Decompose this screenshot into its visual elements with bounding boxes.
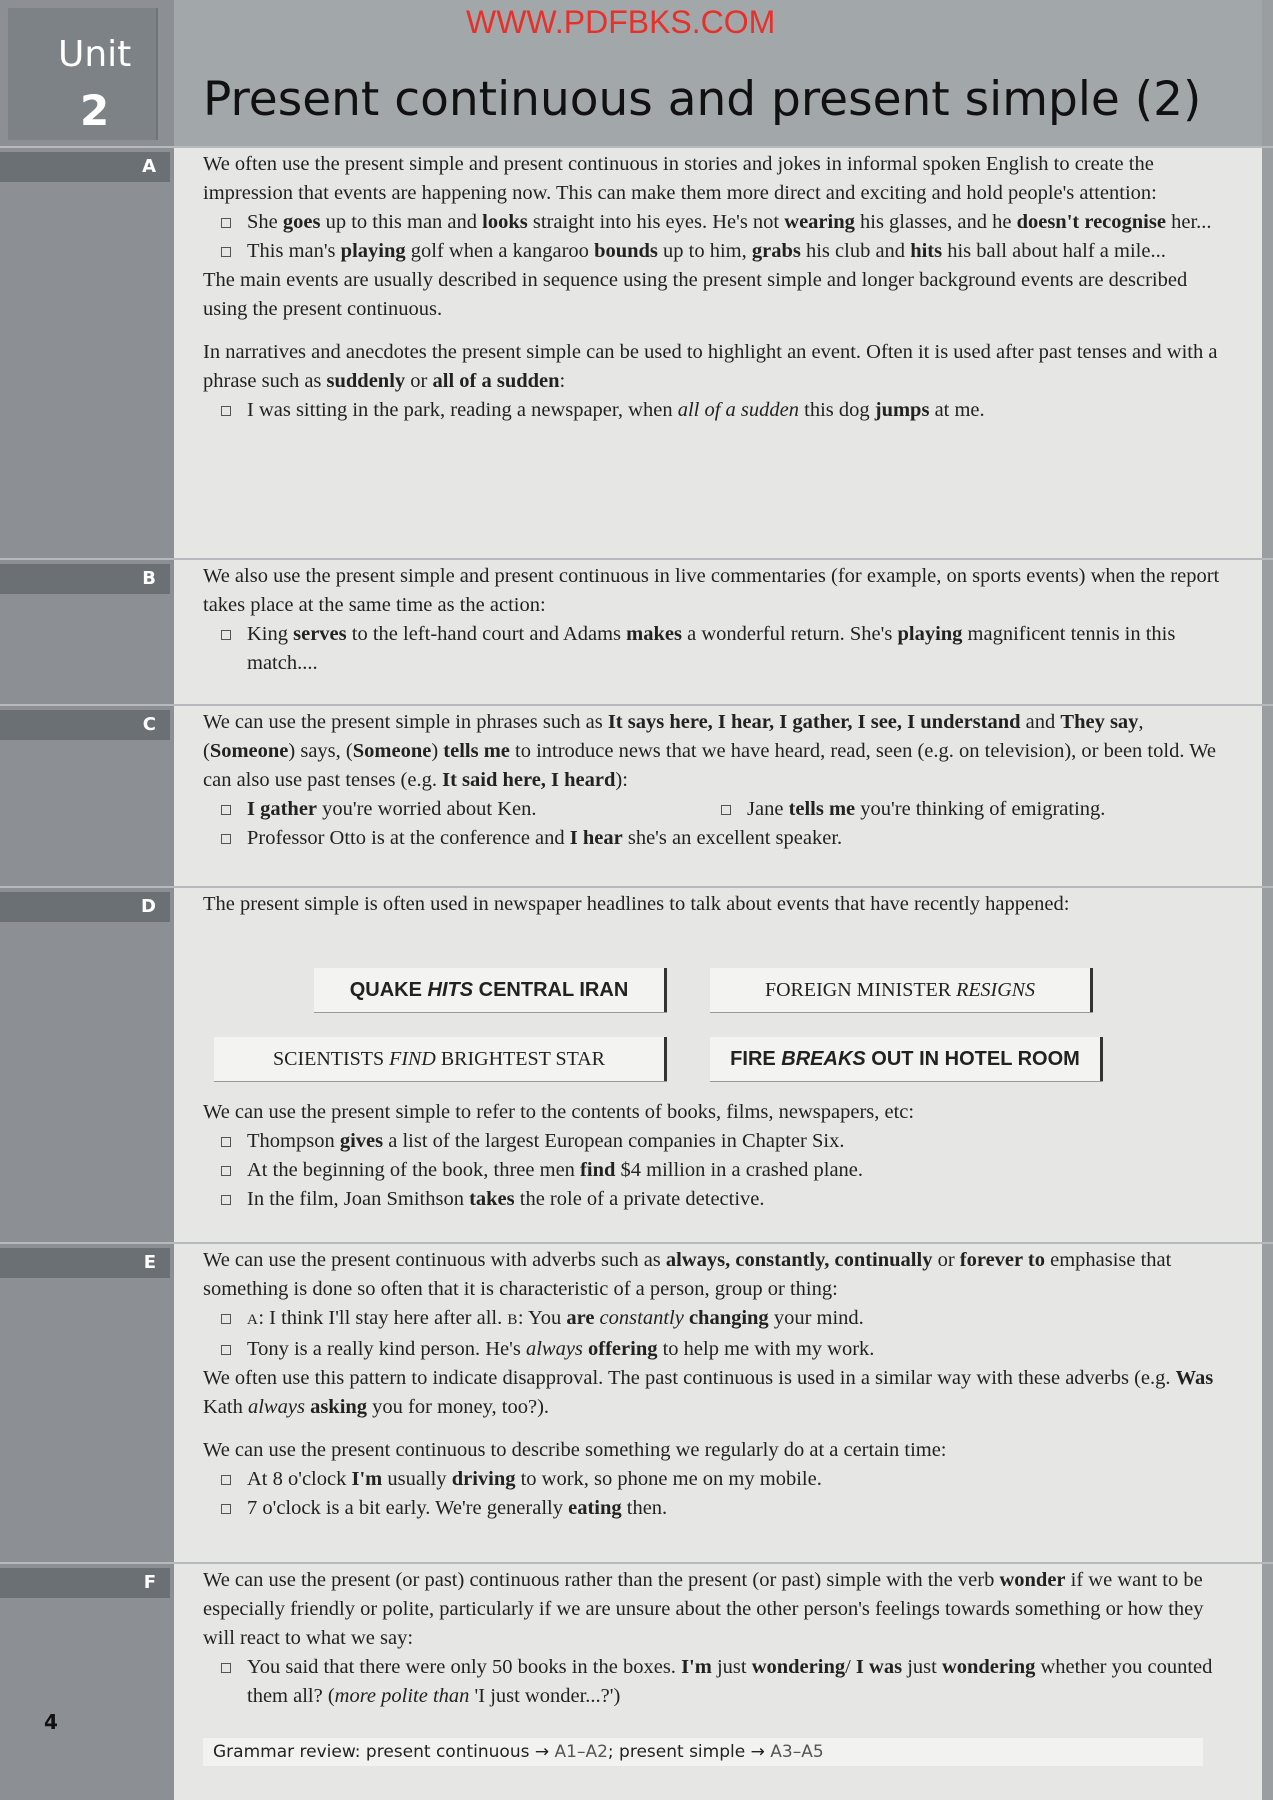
example: I was sitting in the park, reading a newspaper, when all of a sudden this dog jumps at me. [247,396,1223,425]
paragraph: The main events are usually described in sequence using the present simple and longer background events are described using the present continuous. [203,269,1188,320]
arrow-icon: → [534,1742,550,1762]
example: She goes up to this man and looks straight into his eyes. He's not wearing his glasses, and he doesn't recognise her... [247,208,1223,237]
section-letter-e: E [0,1248,170,1278]
cross-reference[interactable]: A1–A2 [554,1742,608,1762]
paragraph: We can use the present continuous with adverbs such as always, constantly, continually or forever to emphasise that something is done so often that it is characteristic of a person, group or thing: [203,1249,1172,1300]
paragraph: We often use the present simple and present continuous in stories and jokes in informal spoken English to create the impression that events are happening now. This can make them more direct and exciting and hold people's attention: [203,153,1157,204]
example: At 8 o'clock I'm usually driving to work, so phone me on my mobile. [247,1465,1223,1494]
example: A: I think I'll stay here after all. B: You are constantly changing your mind. [247,1304,1223,1335]
checkbox-icon [221,247,231,257]
unit-number: 2 [80,86,110,135]
section-c [203,708,1223,853]
section-letter-d: D [0,892,170,922]
section-f [203,1566,1223,1711]
example: King serves to the left-hand court and Adams makes a wonderful return. She's playing magnificent tennis in this match.... [247,620,1223,678]
divider [0,146,1273,148]
section-d [203,890,1223,919]
watermark: WWW.PDFBKS.COM [466,4,776,40]
cross-reference[interactable]: A3–A5 [770,1742,824,1762]
paragraph: We also use the present simple and present continuous in live commentaries (for example, on sports events) when the report takes place at the same time as the action: [203,565,1220,616]
checkbox-icon [221,1663,231,1673]
paragraph: We can use the present simple to refer to the contents of books, films, newspapers, etc: [203,1101,915,1123]
headline: FOREIGN MINISTER RESIGNS [710,968,1093,1012]
example: In the film, Joan Smithson takes the role of a private detective. [247,1185,1223,1214]
checkbox-icon [221,1475,231,1485]
divider [0,886,1273,888]
divider [0,558,1273,560]
example: Thompson gives a list of the largest European companies in Chapter Six. [247,1127,1223,1156]
section-a [203,150,1223,425]
example: This man's playing golf when a kangaroo bounds up to him, grabs his club and hits his ball about half a mile... [247,237,1223,266]
example: Jane tells me you're thinking of emigrating. [747,795,1105,824]
checkbox-icon [221,834,231,844]
divider [0,704,1273,706]
section-d-continued [203,1098,1223,1214]
checkbox-icon [221,630,231,640]
divider [0,1242,1273,1244]
example: You said that there were only 50 books in the boxes. I'm just wondering/ I was just wondering whether you counted them all? (more polite than 'I just wonder...?') [247,1653,1223,1711]
paragraph: The present simple is often used in newspaper headlines to talk about events that have recently happened: [203,893,1070,915]
section-b [203,562,1223,678]
example: At the beginning of the book, three men find $4 million in a crashed plane. [247,1156,1223,1185]
page-edge [1262,0,1273,1800]
grammar-review-text: Grammar review: present continuous → A1–A2; present simple → A3–A5 [213,1742,824,1762]
example: Tony is a really kind person. He's always offering to help me with my work. [247,1335,1223,1364]
section-letter-b: B [0,564,170,594]
section-letter-a: A [0,152,170,182]
checkbox-icon [721,805,731,815]
section-letter-f: F [0,1568,170,1598]
checkbox-icon [221,218,231,228]
checkbox-icon [221,1314,231,1324]
arrow-icon: → [750,1742,765,1762]
example: Professor Otto is at the conference and I hear she's an excellent speaker. [247,824,1223,853]
paragraph: We can use the present (or past) continuous rather than the present (or past) simple with the verb wonder if we want to be especially friendly or polite, particularly if we are unsure about the other person's feelings towards something or how they will react to what we say: [203,1569,1204,1649]
checkbox-icon [221,406,231,416]
checkbox-icon [221,1504,231,1514]
checkbox-icon [221,1345,231,1355]
page-number: 4 [44,1710,58,1734]
paragraph: We can use the present continuous to describe something we regularly do at a certain time: [203,1439,947,1461]
headline: SCIENTISTS FIND BRIGHTEST STAR [214,1037,667,1081]
section-e [203,1246,1223,1523]
page-title: Present continuous and present simple (2) [203,72,1202,127]
checkbox-icon [221,1195,231,1205]
example: I gather you're worried about Ken. Jane tells me you're thinking of emigrating. [247,795,1223,824]
example: 7 o'clock is a bit early. We're generally eating then. [247,1494,1223,1523]
paragraph: We often use this pattern to indicate disapproval. The past continuous is used in a similar way with these adverbs (e.g. Was Kath always asking you for money, too?). [203,1367,1214,1418]
checkbox-icon [221,1166,231,1176]
divider [0,1562,1273,1564]
paragraph: In narratives and anecdotes the present simple can be used to highlight an event. Often it is used after past tenses and with a phrase such as suddenly or all of a sudden: [203,341,1218,392]
section-letter-c: C [0,710,170,740]
headline: FIRE BREAKS OUT IN HOTEL ROOM [710,1037,1103,1081]
unit-box [8,8,158,140]
checkbox-icon [221,805,231,815]
headline: QUAKE HITS CENTRAL IRAN [314,968,667,1012]
checkbox-icon [221,1137,231,1147]
paragraph: We can use the present simple in phrases such as It says here, I hear, I gather, I see, I understand and They say, (Someone) says, (Someone) tells me to introduce news that we have heard, read, seen (e.g. on television), or been told. We can also use past tenses (e.g. It said here, I heard): [203,711,1217,791]
unit-label: Unit [58,34,132,75]
